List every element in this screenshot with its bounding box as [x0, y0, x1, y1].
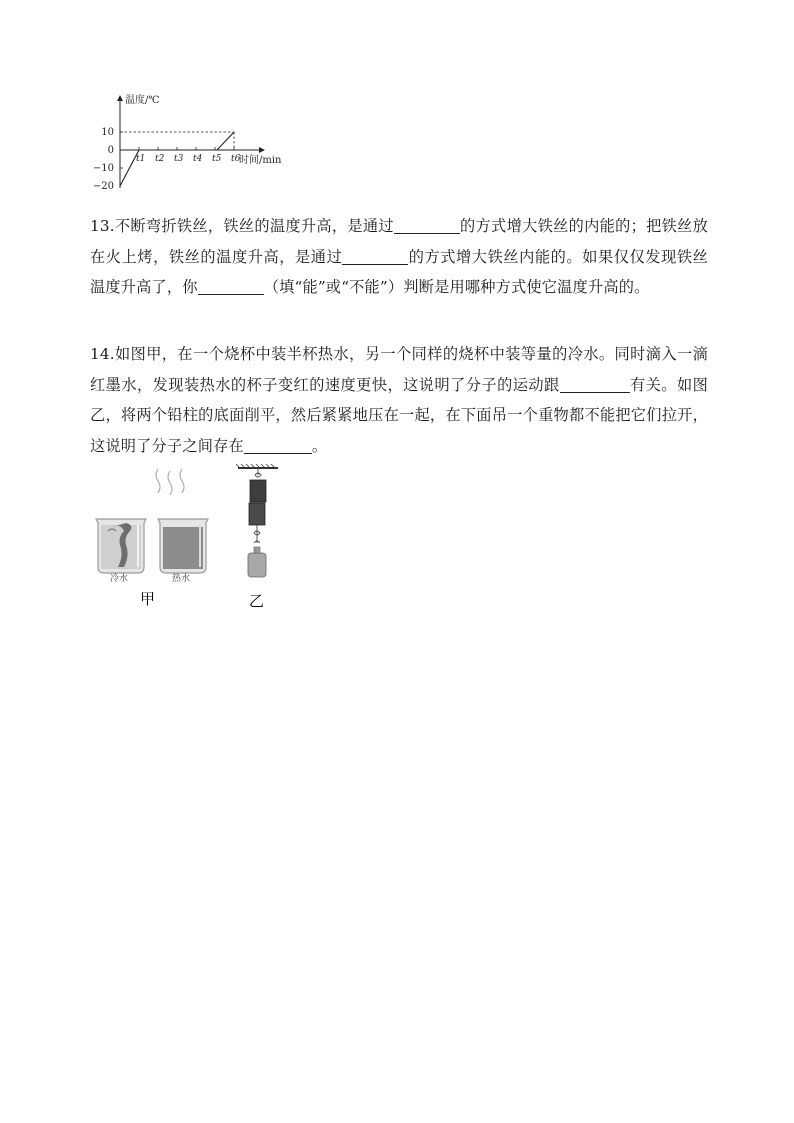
- x-tick-t3: t3: [174, 154, 184, 164]
- figures: [90, 463, 310, 613]
- q13-blank-1[interactable]: [394, 215, 460, 234]
- x-tick-t2: t2: [155, 154, 165, 164]
- x-tick-t4: t4: [193, 154, 203, 164]
- q14-text-3: 。: [311, 436, 328, 455]
- label-fig-b: 乙: [249, 592, 265, 610]
- q13-blank-2[interactable]: [342, 246, 408, 265]
- q13-blank-3[interactable]: [198, 276, 264, 295]
- label-cold-water: 冷水: [110, 574, 129, 584]
- question-13: [90, 211, 708, 303]
- x-tick-t5: t5: [212, 154, 222, 164]
- x-tick-t1: t1: [136, 154, 146, 164]
- q14-blank-1[interactable]: [560, 374, 630, 393]
- q13-text-4: （填“能”或“不能”）判断是用哪种方式使它温度升高的。: [263, 278, 650, 296]
- lead-cylinder-lower: [249, 503, 265, 525]
- temperature-time-graph: [92, 92, 302, 198]
- beaker-hot-water: [156, 469, 208, 584]
- hanging-weight: [248, 553, 266, 577]
- y-tick-minus10: −10: [92, 163, 114, 174]
- label-fig-a: 甲: [140, 590, 156, 608]
- x-axis-label: 时间/min: [239, 155, 282, 166]
- beaker-cold-water: [96, 519, 146, 584]
- y-tick-0: 0: [107, 145, 114, 156]
- y-tick-minus20: −20: [92, 181, 114, 192]
- q13-text-1: 13.不断弯折铁丝，铁丝的温度升高，是通过: [90, 217, 394, 235]
- x-tick-t6: t6: [231, 154, 241, 164]
- y-axis-label: 温度/℃: [125, 95, 160, 106]
- q14-text-1: 14.如图甲，在一个烧杯中装半杯热水，另一个同样的烧杯中装等量的冷水。同时滴入一滴红墨水，发现装热水的杯子变红的速度更快，这说明了分子的运动跟: [90, 345, 708, 394]
- q13-text-2: 的方式增大铁丝的内能的；把铁丝放在火上烤，铁丝的温度升高，是通过: [90, 217, 708, 266]
- q13-text-3: 的方式增大铁丝内能的。如果仅仅发现铁丝温度升高了，你: [90, 247, 708, 296]
- y-tick-10: 10: [101, 127, 114, 138]
- x-ticks: [136, 154, 241, 164]
- lead-cylinders-apparatus: [236, 464, 278, 577]
- lead-cylinder-upper: [250, 480, 266, 502]
- q14-blank-2[interactable]: [244, 435, 312, 454]
- question-14: [90, 339, 708, 461]
- q14-text-2: 有关。如图乙，将两个铅柱的底面削平，然后紧紧地压在一起，在下面吊一个重物都不能把它们拉开，这说明了分子之间存在: [90, 375, 709, 455]
- temperature-line-rise: [217, 132, 234, 150]
- label-hot-water: 热水: [172, 574, 191, 584]
